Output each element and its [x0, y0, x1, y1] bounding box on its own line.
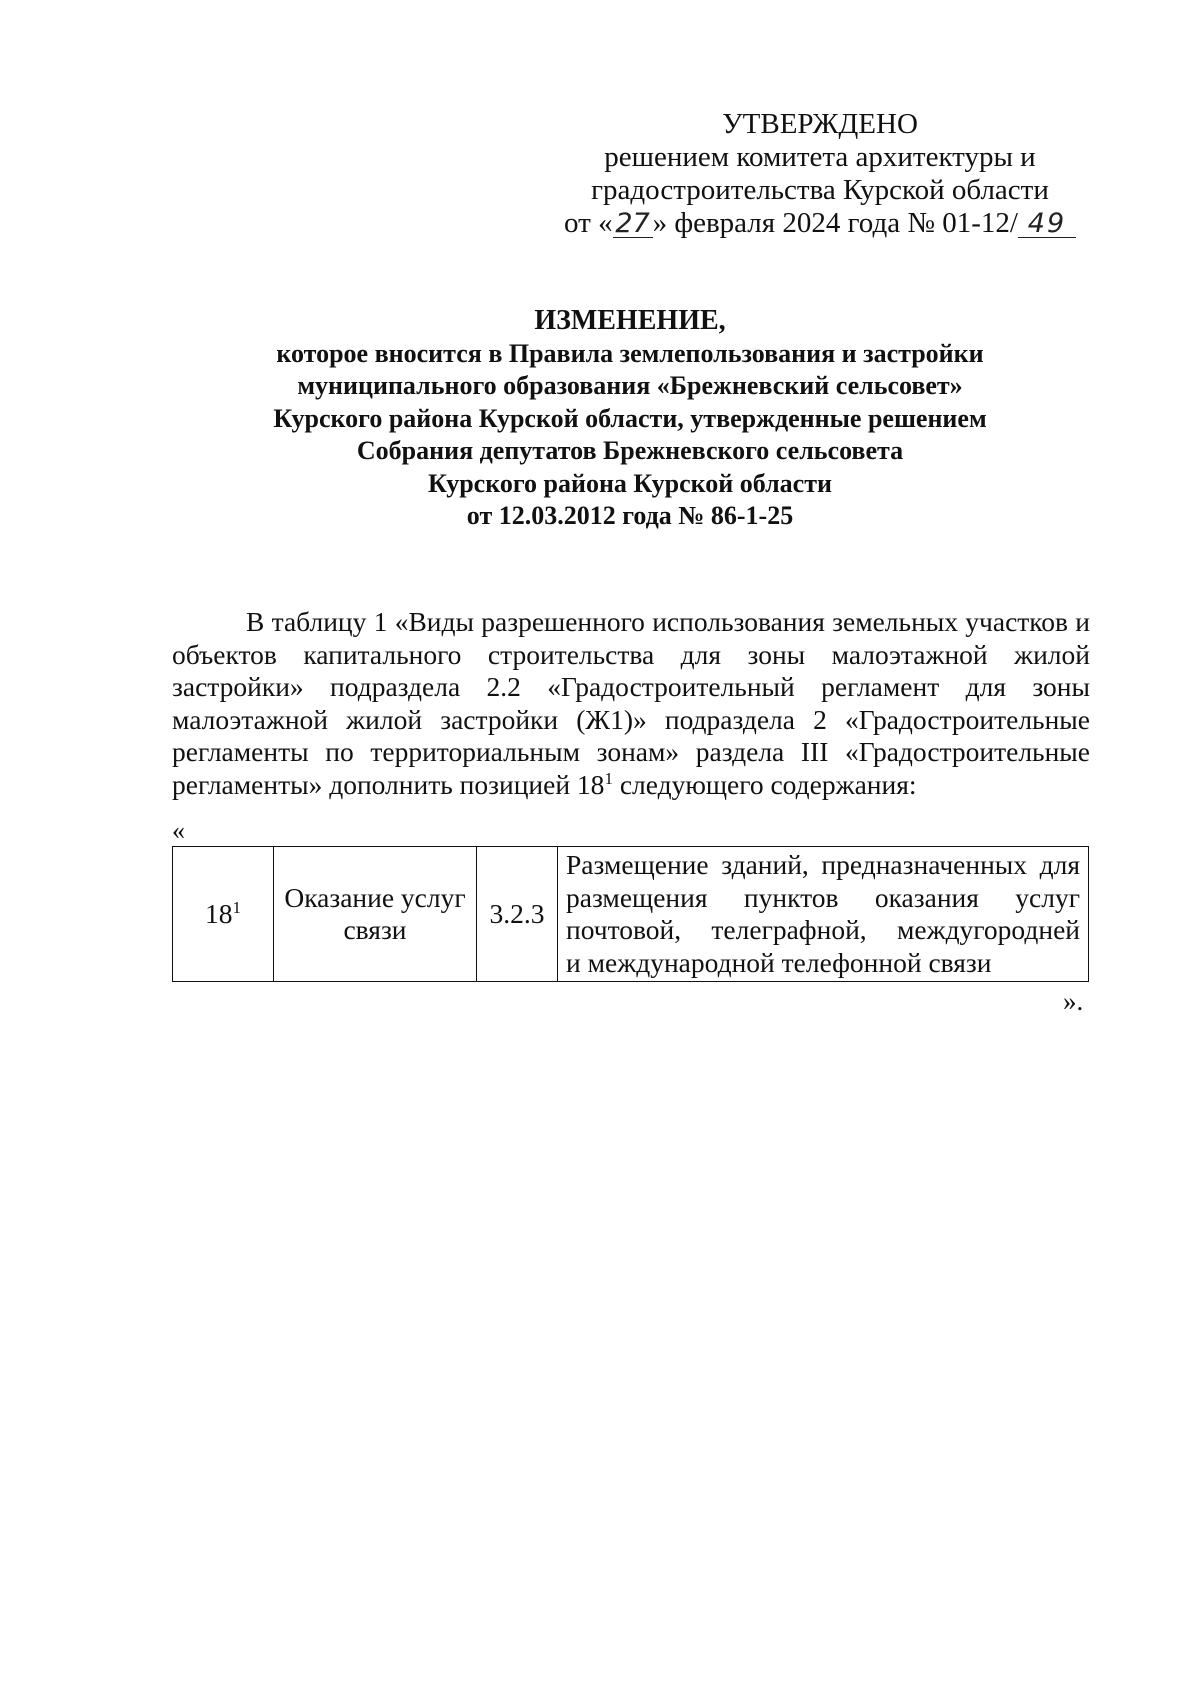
description-last: и международной телефонной связи	[566, 946, 992, 978]
description-main: Размещение зданий, предназначенных для размещения пунктов оказания услуг почтовой, телеграфной, междугородней	[566, 849, 1080, 945]
amendment-table	[172, 846, 1089, 982]
title-line: Курского района Курской области	[428, 468, 832, 498]
paragraph-superscript: 1	[604, 768, 613, 788]
approval-line-2: градостроительства Курской области	[591, 174, 1049, 206]
title-line: муниципального образования «Брежневский сельсовет»	[297, 371, 963, 400]
title-line: Собрания депутатов Брежневского сельсовета	[356, 436, 904, 465]
row-number-sup: 1	[232, 897, 241, 917]
approval-block	[560, 108, 1080, 240]
row-number: 18	[205, 897, 233, 929]
cell-description	[558, 847, 1089, 982]
paragraph-end: следующего содержания:	[612, 768, 917, 800]
title-line: которое вносится в Правила землепользования и застройки	[276, 338, 984, 368]
title-line: Курского района Курской области, утвержденные решением	[273, 403, 987, 433]
handwritten-number: 49	[1018, 211, 1076, 238]
date-middle: » февраля 2024 года № 01-12/	[652, 207, 1018, 239]
cell-code: 3.2.3	[477, 847, 558, 982]
approval-date-line	[560, 207, 1080, 240]
quote-open: «	[172, 816, 185, 845]
approval-stamp: УТВЕРЖДЕНО	[722, 108, 918, 140]
title-line: от 12.03.2012 года № 86-1-25	[466, 501, 794, 530]
table-row	[173, 847, 1089, 982]
quote-close: ».	[1063, 986, 1084, 1016]
handwritten-day: 27	[613, 211, 653, 238]
body-paragraph	[172, 606, 1090, 801]
cell-number	[173, 847, 274, 982]
paragraph-text: В таблицу 1 «Виды разрешенного использования земельных участков и объектов капитального строительства для зоны малоэтажной жилой застройки» подраздела 2.2 «Градостроительный регламент для зоны малоэтажной жилой застройки (Ж1)» подраздела 2 «Градостроительные регламенты по территориальным зонам» раздела III «Градостроительные регламенты» дополнить позицией 18	[172, 606, 1090, 800]
cell-name: Оказание услуг связи	[274, 847, 477, 982]
title-main: ИЗМЕНЕНИЕ,	[534, 305, 726, 336]
date-prefix: от «	[564, 207, 613, 239]
approval-line-1: решением комитета архитектуры и	[604, 141, 1036, 173]
document-title	[170, 305, 1090, 533]
